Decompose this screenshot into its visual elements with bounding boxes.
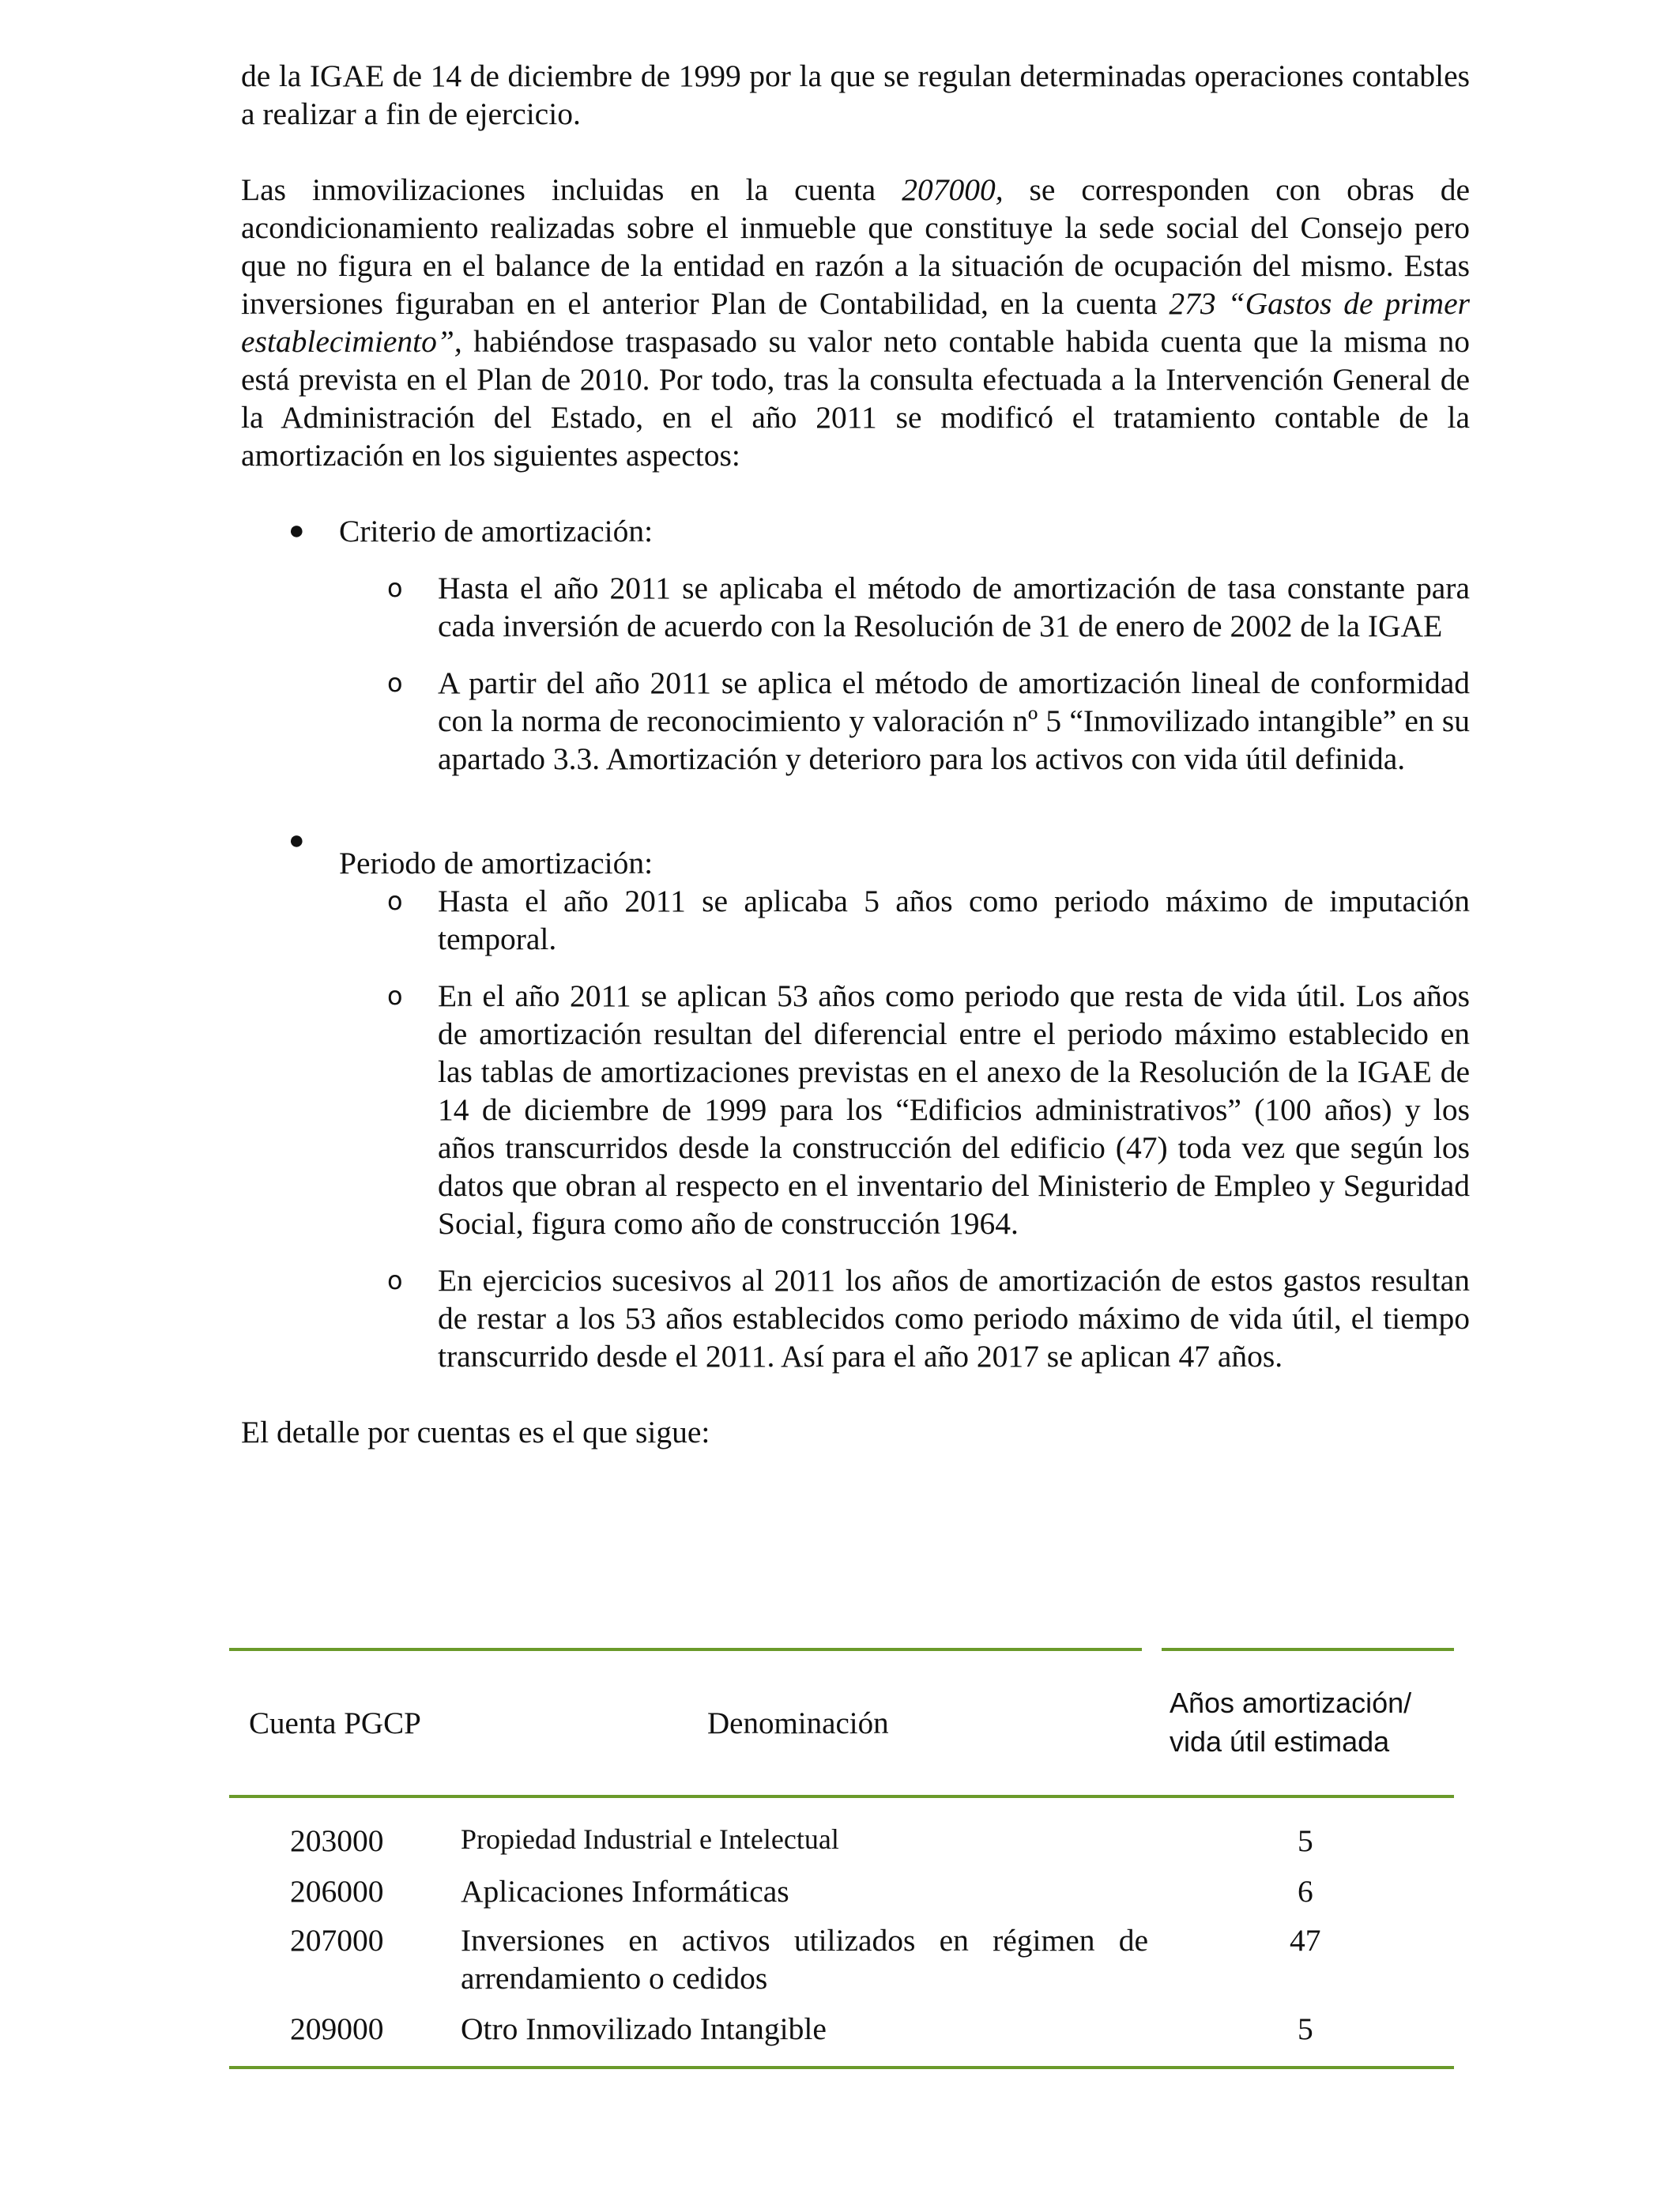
- circle-bullet-icon: o: [387, 668, 403, 698]
- cell-cuenta: 209000: [290, 2011, 384, 2046]
- cell-cuenta: 207000: [290, 1923, 384, 1958]
- circle-bullet-icon: o: [387, 573, 403, 603]
- cell-denominacion: Otro Inmovilizado Intangible: [461, 2011, 827, 2046]
- table-header-rule: [229, 1795, 1454, 1798]
- paragraph-text: se corresponden con obras de acondicionamiento realizadas sobre el inmueble que constituye la sede social del Consejo pero que no figura en el balance de la entidad en razón a la situación de ocupación del mismo. Estas inversiones figuraban en el anterior Plan de Contabilidad, en la cuenta: [241, 172, 1470, 321]
- header-anos-line2: vida útil estimada: [1170, 1725, 1390, 1758]
- bullet-icon: ●: [288, 826, 305, 855]
- cell-cuenta: 203000: [290, 1823, 384, 1858]
- table-bottom-rule: [229, 2066, 1454, 2069]
- circle-bullet-icon: o: [387, 981, 403, 1011]
- table-top-rule: [1162, 1648, 1454, 1651]
- list-item: [241, 1261, 1470, 1375]
- cell-anos: 47: [1290, 1923, 1321, 1958]
- cell-denominacion: Inversiones en activos utilizados en régimen de arrendamiento o cedidos: [461, 1923, 1148, 1996]
- circle-bullet-icon: o: [387, 1265, 403, 1295]
- list-item: [241, 977, 1470, 1242]
- bullet-criterio: [241, 512, 1470, 550]
- bullet-icon: ●: [288, 516, 305, 545]
- table-top-rule: [229, 1648, 1142, 1651]
- cell-anos: 5: [1298, 1823, 1313, 1858]
- list-item-text: A partir del año 2011 se aplica el método de amortización lineal de conformidad con la norma de reconocimiento y valoración nº 5 “Inmovilizado intangible” en su apartado 3.3. Amortización y deterioro para los activos con vida útil definida.: [438, 665, 1470, 776]
- bullet-label: Criterio de amortización:: [339, 514, 654, 548]
- header-cuenta: Cuenta PGCP: [249, 1706, 421, 1740]
- cell-anos: 6: [1298, 1874, 1313, 1909]
- list-item-text: En el año 2011 se aplican 53 años como periodo que resta de vida útil. Los años de amortización resultan del diferencial entre el periodo máximo establecido en las tablas de amortizaciones previstas en el anexo de la Resolución de la IGAE de 14 de diciembre de 1999 para los “Edificios administrativos” (100 años) y los años transcurridos desde la construcción del edificio (47) toda vez que según los datos que obran al respecto en el inventario del Ministerio de Empleo y Seguridad Social, figura como año de construcción 1964.: [438, 978, 1470, 1241]
- list-item-text: En ejercicios sucesivos al 2011 los años de amortización de estos gastos resultan de restar a los 53 años establecidos como periodo máximo de vida útil, el tiempo transcurrido desde el 2011. Así para el año 2017 se aplican 47 años.: [438, 1263, 1470, 1374]
- list-item: [241, 664, 1470, 778]
- detail-intro: El detalle por cuentas es el que sigue:: [241, 1415, 710, 1449]
- paragraph-intro: de la IGAE de 14 de diciembre de 1999 por la que se regulan determinadas operaciones contables a realizar a fin de ejercicio.: [241, 58, 1470, 131]
- header-denominacion: Denominación: [707, 1706, 889, 1740]
- cell-anos: 5: [1298, 2011, 1313, 2046]
- header-anos-line1: Años amortización/: [1170, 1687, 1412, 1719]
- list-item-text: Hasta el año 2011 se aplicaba el método de amortización de tasa constante para cada inversión de acuerdo con la Resolución de 31 de enero de 2002 de la IGAE: [438, 571, 1470, 643]
- list-item: [241, 882, 1470, 958]
- list-item: [241, 569, 1470, 645]
- document-body: [241, 57, 1470, 1451]
- cell-denominacion: Propiedad Industrial e Intelectual: [461, 1823, 839, 1855]
- paragraph-inmovilizaciones: [241, 171, 1470, 474]
- account-name: 273 “Gastos de primer establecimiento”,: [241, 286, 1470, 359]
- paragraph-text: Las inmovilizaciones incluidas en la cuenta: [241, 172, 902, 207]
- bullet-periodo: [241, 826, 1470, 882]
- paragraph-text: habiéndose traspasado su valor neto contable habida cuenta que la misma no está prevista en el Plan de 2010. Por todo, tras la consulta efectuada a la Intervención General de la Administración del Estado, en el año 2011 se modificó el tratamiento contable de la amortización en los siguientes aspectos:: [241, 324, 1470, 473]
- cell-denominacion: Aplicaciones Informáticas: [461, 1874, 789, 1909]
- bullet-label: Periodo de amortización:: [339, 846, 654, 880]
- circle-bullet-icon: o: [387, 886, 403, 916]
- cell-cuenta: 206000: [290, 1874, 384, 1909]
- account-number: 207000,: [902, 172, 1004, 207]
- list-item-text: Hasta el año 2011 se aplicaba 5 años como periodo máximo de imputación temporal.: [438, 884, 1470, 956]
